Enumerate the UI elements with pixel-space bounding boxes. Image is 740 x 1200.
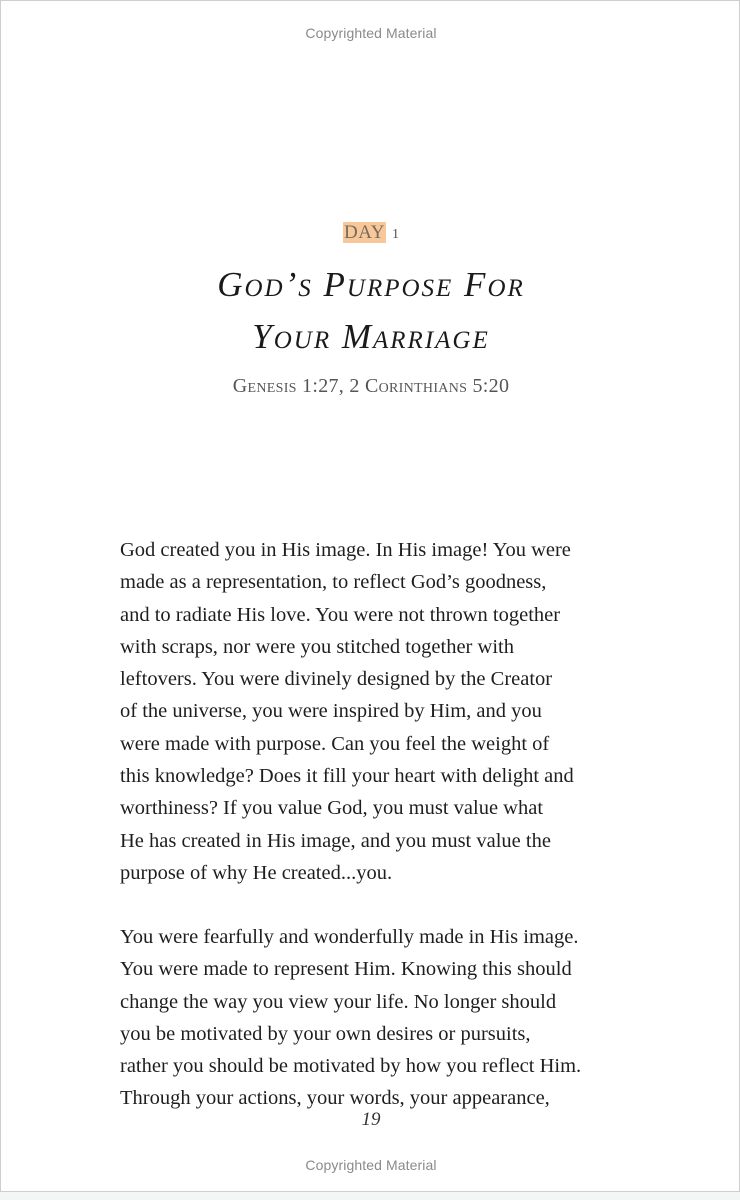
text-line: made as a representation, to reflect God’s goodness, (120, 571, 547, 594)
copyright-footer: Copyrighted Material (305, 1157, 437, 1173)
scripture-reference: Genesis 1:27, 2 Corinthians 5:20 (232, 375, 510, 397)
text-line: with scraps, nor were you stitched together with (120, 635, 514, 658)
text-line: worthiness? If you value God, you must value what (120, 797, 544, 820)
text-line: of the universe, you were inspired by Him, and you (120, 700, 542, 723)
text-line: purpose of why He created...you. (120, 861, 393, 884)
day-number: 1 (391, 227, 399, 242)
text-line: change the way you view your life. No longer should (120, 990, 557, 1013)
text-line: and to radiate His love. You were not thrown together (120, 603, 561, 626)
page-number: 19 (361, 1109, 381, 1130)
text-line: leftovers. You were divinely designed by the Creator (120, 668, 553, 691)
paragraph-2 (120, 921, 660, 1115)
day-word-highlighted[interactable]: DAY (344, 222, 385, 243)
text-line: you be motivated by your own desires or pursuits, (120, 1022, 531, 1045)
text-line: rather you should be motivated by how you reflect Him. (120, 1055, 582, 1078)
text-line: You were fearfully and wonderfully made in His image. (120, 926, 579, 948)
copyright-header: Copyrighted Material (305, 25, 437, 41)
text-line: were made with purpose. Can you feel the weight of (120, 732, 550, 755)
day-label (1, 222, 740, 244)
text-line: this knowledge? Does it fill your heart with delight and (120, 765, 574, 788)
chapter-title-line-1: God’s Purpose For (217, 265, 525, 304)
text-line: Through your actions, your words, your appearance, (120, 1087, 550, 1110)
text-line: He has created in His image, and you must value the (120, 829, 551, 852)
chapter-title-line-2: Your Marriage (252, 317, 490, 356)
text-line: You were made to represent Him. Knowing this should (120, 958, 572, 981)
text-line: God created you in His image. In His image! You were (120, 539, 571, 561)
paragraph-1 (120, 534, 660, 889)
